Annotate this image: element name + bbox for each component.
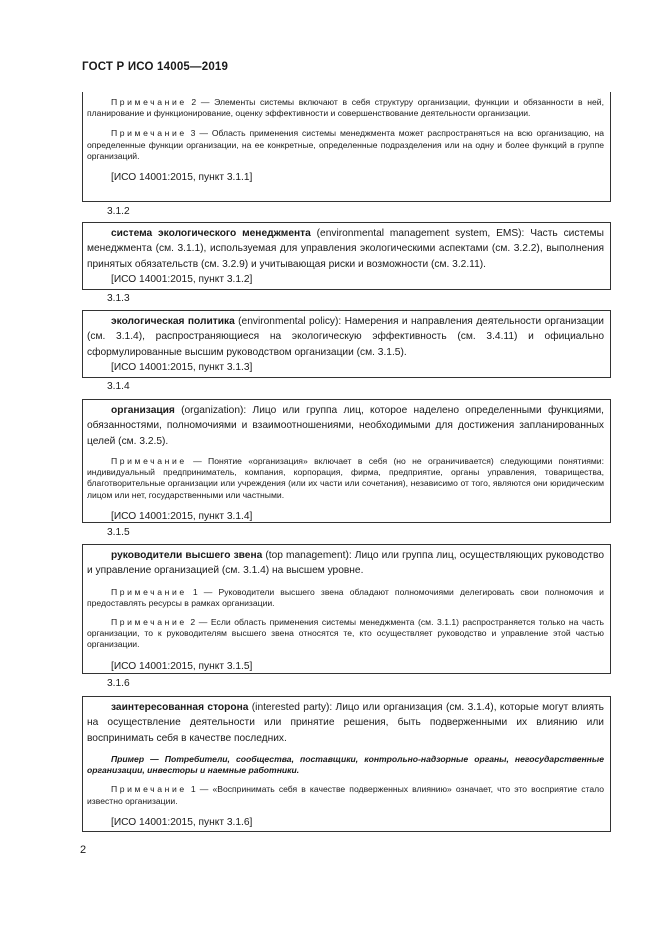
clause-number: 3.1.6 <box>107 678 130 689</box>
definition-3-1-2 <box>82 222 611 290</box>
note-paragraph <box>87 456 604 501</box>
note-number: 2 <box>191 97 197 107</box>
note-text: — «Воспринимать себя в качестве подверженных влиянию» означает, что это восприятие стало известно организации. <box>87 784 605 806</box>
note-text: — Если область применения системы менеджмента (см. 3.1.1) распространяется только на часть организации, то к руководителям высшего звена относятся те, кто осуществляет руководство и управление этой частью организации. <box>87 617 604 650</box>
definition-body: (environmental policy): Намерения и направления деятельности организации (см. 3.1.4), распространяющиеся на экологическую эффективность (см. 3.4.11) и официально сформулированные высшим руководством организации (см. 3.1.5). <box>87 316 604 358</box>
term: система экологического менеджмента <box>111 228 311 239</box>
definition-3-1-3 <box>82 310 611 378</box>
block-3-1-1-continuation <box>82 92 611 202</box>
note-label: Примечание <box>111 128 187 139</box>
definition-text <box>87 548 604 579</box>
note-text: — Элементы системы включают в себя структуру организации, функции и обязанности в ней, планирование и функционирование, оценку эффективности и совершенствование деятельности организации. <box>87 97 604 119</box>
clause-number: 3.1.5 <box>107 527 130 538</box>
note-paragraph <box>87 784 604 806</box>
term: заинтересованная сторона <box>111 702 249 713</box>
note-number: 2 <box>190 617 196 627</box>
example-paragraph <box>87 754 604 776</box>
note-paragraph <box>87 587 604 609</box>
note-paragraph <box>87 128 604 162</box>
note-paragraph <box>87 97 604 119</box>
note-number: 1 <box>190 784 196 795</box>
term: экологическая политика <box>111 316 235 327</box>
definition-body: (organization): Лицо или группа лиц, которое наделено определенными функциями, обязанностями, полномочиями и взаимоотношениями, необходимыми для достижения запланированных целей (см. 3.2.5). <box>87 405 604 447</box>
definition-text <box>87 226 604 272</box>
note-label: Примечание <box>111 586 187 597</box>
clause-number: 3.1.2 <box>107 206 130 217</box>
note-number: 3 <box>190 128 196 139</box>
note-label: Примечание <box>111 617 187 627</box>
note-label: Примечание <box>111 97 187 107</box>
term: руководители высшего звена <box>111 550 263 561</box>
reference: [ИСО 14001:2015, пункт 3.1.5] <box>111 660 253 672</box>
definition-body: (top management): Лицо или группа лиц, осуществляющих руководство и управление организацией (см. 3.1.4) на высшем уровне. <box>87 550 604 577</box>
example-label: Пример <box>111 753 145 764</box>
reference: [ИСО 14001:2015, пункт 3.1.4] <box>111 510 253 522</box>
definition-text <box>87 700 604 746</box>
note-text: — Понятие «организация» включает в себя (но не ограничивается) следующими понятиями: индивидуальный предприниматель, компания, корпорация, фирма, предприятие, органы управления, товарищества, благотворительные организации или учреждения (или их части или сочетания), независимо от того, являются они юридическим лицом или нет, государственными или частными. <box>87 455 604 500</box>
note-text: — Руководители высшего звена обладают полномочиями делегировать свои полномочия и предоставлять ресурсы в рамках организации. <box>87 586 604 608</box>
note-label: Примечание <box>111 455 187 466</box>
definition-body: (environmental management system, EMS): Часть системы менеджмента (см. 3.1.1), используемая для управления экологическими аспектами (см. 3.2.2), выполнения принятых обязательств (см. 3.2.9) и учитывающая риски и возможности (см. 3.2.11). <box>87 228 604 270</box>
note-number: 1 <box>192 586 198 597</box>
term: организация <box>111 405 175 416</box>
definition-3-1-4 <box>82 399 611 523</box>
definition-3-1-6 <box>82 696 611 832</box>
definition-body: (interested party): Лицо или организация (см. 3.1.4), которые могут влиять на осуществление деятельности или принятие решения, быть подверженными их влиянию или воспринимать себя в качестве последних. <box>87 702 604 744</box>
clause-number: 3.1.4 <box>107 381 130 392</box>
page-number: 2 <box>80 844 87 856</box>
definition-text <box>87 403 604 449</box>
example-text: — Потребители, сообщества, поставщики, контрольно-надзорные органы, негосударственные организации, инвесторы и наемные работники. <box>87 753 604 776</box>
reference: [ИСО 14001:2015, пункт 3.1.2] <box>111 273 253 285</box>
document-header: ГОСТ Р ИСО 14005—2019 <box>82 61 229 73</box>
note-label: Примечание <box>111 784 187 795</box>
clause-number: 3.1.3 <box>107 293 130 304</box>
note-paragraph <box>87 617 604 651</box>
reference: [ИСО 14001:2015, пункт 3.1.3] <box>111 361 253 373</box>
reference: [ИСО 14001:2015, пункт 3.1.1] <box>111 172 253 184</box>
note-text: — Область применения системы менеджмента может распространяться на всю организацию, на определенные функции организации, на ее конкретные, определенные подразделения или на одну и более функций в группе организаций. <box>87 128 604 161</box>
definition-text <box>87 314 604 360</box>
reference: [ИСО 14001:2015, пункт 3.1.6] <box>111 816 253 828</box>
definition-3-1-5 <box>82 544 611 674</box>
